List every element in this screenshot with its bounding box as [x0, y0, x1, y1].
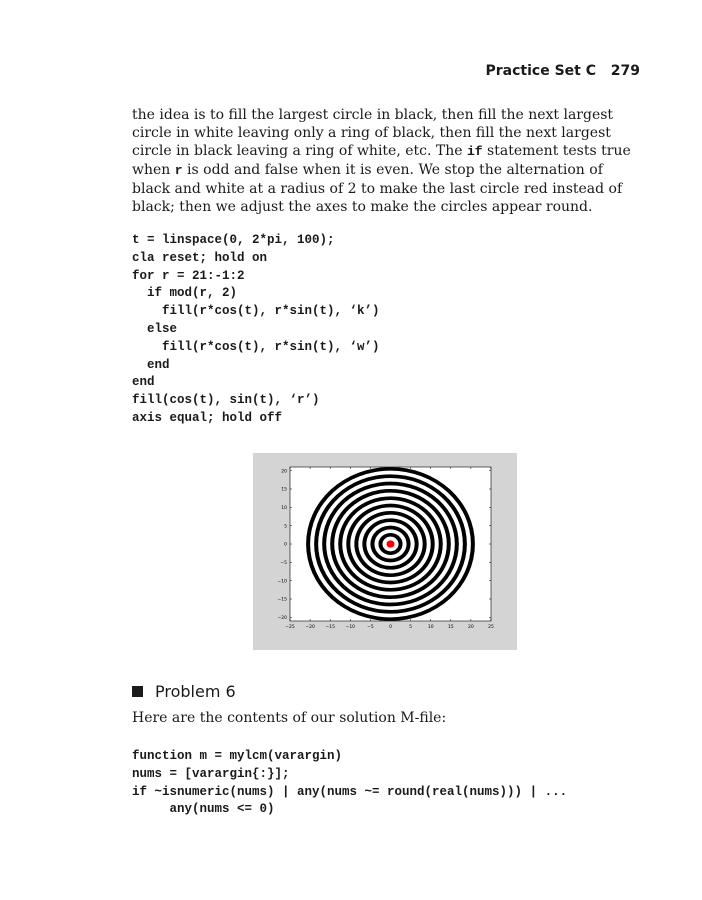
x-tick-label: −15	[325, 625, 335, 630]
y-tick-label: 10	[281, 505, 287, 511]
x-tick-label: 20	[468, 625, 474, 630]
paragraph-text-3: is odd and false when it is even. We stop the alternation of black and white at a radius of 2 to make the last circle red instead of black; then we adjust the axes to make the circles appear round.	[132, 162, 623, 215]
plot-svg	[253, 453, 517, 650]
inline-code-r: r	[174, 163, 183, 178]
paragraph-text-2: statement tests true when	[132, 143, 631, 178]
header-title: Practice Set C	[485, 63, 596, 79]
x-tick-label: 5	[409, 625, 413, 630]
x-tick-label: 15	[447, 625, 454, 630]
y-tick-label: 5	[284, 524, 287, 530]
y-tick-label: −10	[277, 579, 287, 585]
y-tick-label: −5	[280, 560, 287, 566]
body-paragraph	[132, 106, 642, 216]
x-tick-label: −10	[345, 625, 356, 630]
page-number: 279	[610, 63, 640, 79]
running-header	[0, 63, 702, 83]
y-tick-label: −15	[277, 597, 287, 603]
problem-heading	[132, 682, 236, 704]
y-tick-label: −20	[277, 615, 287, 621]
problem-label: Problem 6	[155, 682, 236, 701]
intro-text: Here are the contents of our solution M-file:	[132, 710, 447, 726]
x-tick-label: −5	[367, 625, 374, 630]
y-tick-label: 15	[281, 487, 287, 493]
y-tick-label: 20	[281, 469, 287, 475]
x-tick-label: 10	[427, 625, 434, 630]
code-block-mylcm: function m = mylcm(varargin) nums = [varargin{:}]; if ~isnumeric(nums) | any(nums ~= round(real(nums))) | ... any(nums <= 0)	[132, 749, 568, 817]
square-bullet-icon	[132, 686, 143, 697]
inline-code-if: if	[466, 144, 483, 159]
x-tick-label: 0	[389, 625, 392, 630]
x-tick-label: 25	[488, 625, 494, 630]
paragraph-text-1: the idea is to fill the largest circle in black, then fill the next largest circle in white leaving only a ring of black, then fill the next largest circle in black leaving a ring of white, etc. The	[132, 107, 614, 159]
x-tick-label: −20	[305, 625, 315, 630]
y-tick-label: 0	[284, 542, 287, 548]
center-disk	[386, 540, 394, 547]
code-block-concentric-circles: t = linspace(0, 2*pi, 100); cla reset; hold on for r = 21:-1:2 if mod(r, 2) fill(r*cos(t), r*sin(t), ‘k’) else fill(r*cos(t), r*sin(t), ‘w’) end end fill(cos(t), sin(t), ‘r’) axis equal; hold off	[132, 233, 380, 425]
x-tick-label: −25	[285, 625, 295, 630]
concentric-circles-figure	[253, 453, 517, 650]
